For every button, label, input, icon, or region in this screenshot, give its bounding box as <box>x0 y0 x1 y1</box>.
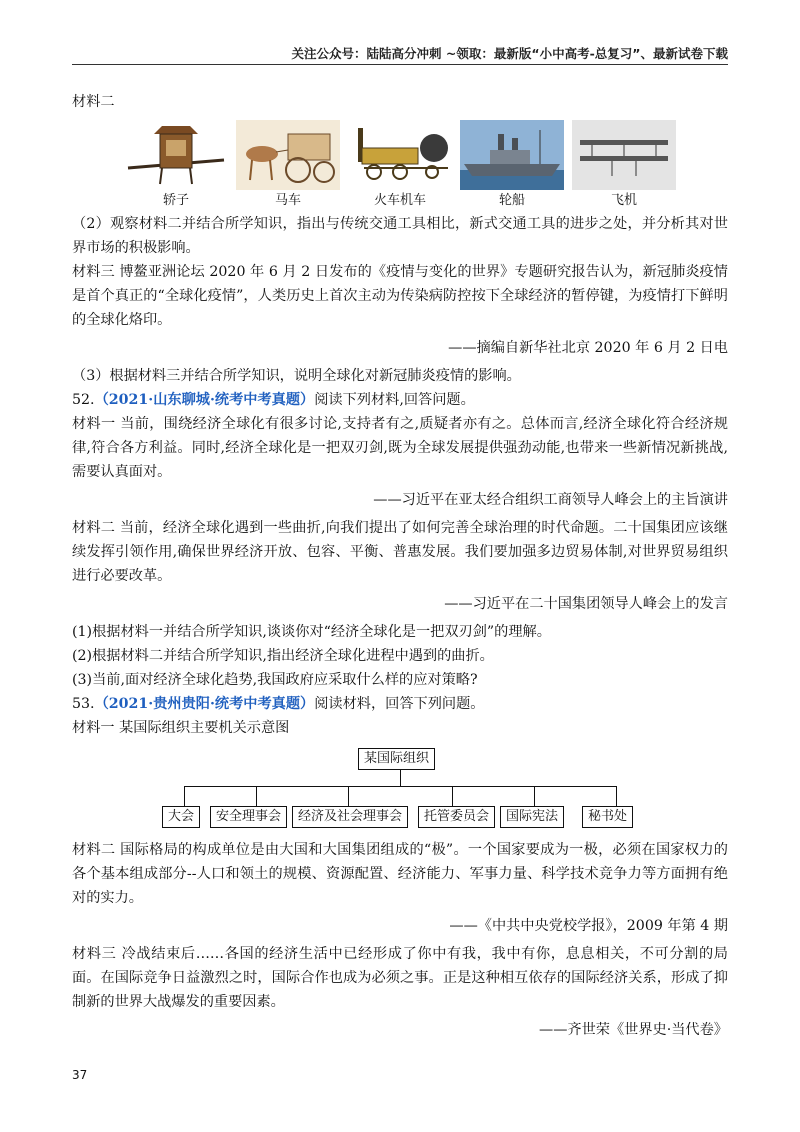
q53-material2: 材料二 国际格局的构成单位是由大国和大国集团组成的“极”。一个国家要成为一极，必须在国家权力的各个基本组成部分--人口和领土的规模、资源配置、经济能力、军事力量、科学技术竞争力等方面拥有绝对的实力。 <box>72 842 728 906</box>
page-header: 关注公众号：陆陆高分冲刺 ~领取：最新版“小中高考-总复习”、最新试卷下载 <box>291 46 728 61</box>
q53-material1-title: 材料一 某国际组织主要机关示意图 <box>72 720 290 736</box>
q53-header <box>72 692 728 716</box>
q53-source-tag: （2021·贵州贵阳·统考中考真题） <box>94 696 315 712</box>
org-chart <box>162 748 638 832</box>
q52-number: 52. <box>72 392 95 408</box>
sedan-chair-icon <box>124 120 228 190</box>
q51-question-3: （3）根据材料三并结合所学知识，说明全球化对新冠肺炎疫情的影响。 <box>72 368 521 384</box>
q51-material3: 材料三 博鳌亚洲论坛 2020 年 6 月 2 日发布的《疫情与变化的世界》专题研究报告认为，新冠肺炎疫情是首个真正的“全球化疫情”，人类历史上首次主动为传染病防控按下全球经济的暂停键，为疫情打下鲜明的全球化烙印。 <box>72 264 728 328</box>
q51-material3-source: ——摘编自新华社北京 2020 年 6 月 2 日电 <box>448 340 728 356</box>
connector <box>616 786 617 806</box>
caption: 轮船 <box>498 193 525 208</box>
transport-images <box>72 120 728 210</box>
q53-prompt: 阅读材料，回答下列问题。 <box>314 696 485 712</box>
q52-sub1: (1)根据材料一并结合所学知识,谈谈你对“经济全球化是一把双刃剑”的理解。 <box>72 624 551 640</box>
org-child: 安全理事会 <box>210 806 287 828</box>
steamship-icon <box>460 120 564 190</box>
caption: 火车机车 <box>373 193 426 208</box>
q53-number: 53. <box>72 696 95 712</box>
q52-material2-source: ——习近平在二十国集团领导人峰会上的发言 <box>444 596 728 612</box>
org-child: 秘书处 <box>582 806 633 828</box>
q52-material1: 材料一 当前，围绕经济全球化有很多讨论,支持者有之,质疑者亦有之。总体而言,经济全球化符合经济规律,符合各方利益。同时,经济全球化是一把双刃剑,既为全球发展提供强劲动能,也带来一些新情况新挑战,需要认真面对。 <box>72 416 728 480</box>
locomotive-icon <box>348 120 452 190</box>
q51-question-2: （2）观察材料二并结合所学知识，指出与传统交通工具相比，新式交通工具的进步之处，并分析其对世界市场的积极影响。 <box>72 216 728 256</box>
q53-material2-source: ——《中共中央党校学报》，2009 年第 4 期 <box>449 918 728 934</box>
org-child: 大会 <box>162 806 200 828</box>
connector <box>348 786 349 806</box>
image-horse-carriage <box>236 120 340 210</box>
connector <box>400 770 401 786</box>
org-root: 某国际组织 <box>358 748 435 770</box>
airplane-icon <box>572 120 676 190</box>
org-child: 经济及社会理事会 <box>292 806 408 828</box>
header-rule <box>72 64 728 65</box>
q52-sub2: (2)根据材料二并结合所学知识,指出经济全球化进程中遇到的曲折。 <box>72 648 494 664</box>
q53-material3-source: ——齐世荣《世界史·当代卷》 <box>539 1022 728 1038</box>
connector <box>256 786 257 806</box>
image-locomotive <box>348 120 452 210</box>
org-child: 国际宪法 <box>500 806 564 828</box>
image-steamship <box>460 120 564 210</box>
q52-material1-source: ——习近平在亚太经合组织工商领导人峰会上的主旨演讲 <box>373 492 728 508</box>
connector <box>534 786 535 806</box>
connector <box>184 786 616 787</box>
connector <box>184 786 185 806</box>
q53-material3: 材料三 冷战结束后……各国的经济生活中已经形成了你中有我，我中有你，息息相关，不可分割的局面。在国际竞争日益激烈之时，国际合作也成为必须之事。正是这种相互依存的国际经济关系，形成了抑制新的世界大战爆发的重要因素。 <box>72 946 728 1010</box>
page-content <box>72 90 728 1046</box>
caption: 马车 <box>274 193 301 208</box>
q51-material2-label: 材料二 <box>72 94 115 110</box>
q52-sub3: (3)当前,面对经济全球化趋势,我国政府应采取什么样的应对策略? <box>72 672 478 688</box>
image-airplane <box>572 120 676 210</box>
caption: 轿子 <box>162 193 189 208</box>
q52-prompt: 阅读下列材料,回答问题。 <box>314 392 475 408</box>
caption: 飞机 <box>610 193 637 208</box>
org-child: 托管委员会 <box>418 806 495 828</box>
q52-material2: 材料二 当前，经济全球化遇到一些曲折,向我们提出了如何完善全球治理的时代命题。二十国集团应该继续发挥引领作用,确保世界经济开放、包容、平衡、普惠发展。我们要加强多边贸易体制,对世界贸易组织进行必要改革。 <box>72 520 728 584</box>
connector <box>452 786 453 806</box>
page-number: 37 <box>72 1068 88 1082</box>
q52-header <box>72 388 728 412</box>
horse-carriage-icon <box>236 120 340 190</box>
image-sedan-chair <box>124 120 228 210</box>
q52-source-tag: （2021·山东聊城·统考中考真题） <box>94 392 315 408</box>
